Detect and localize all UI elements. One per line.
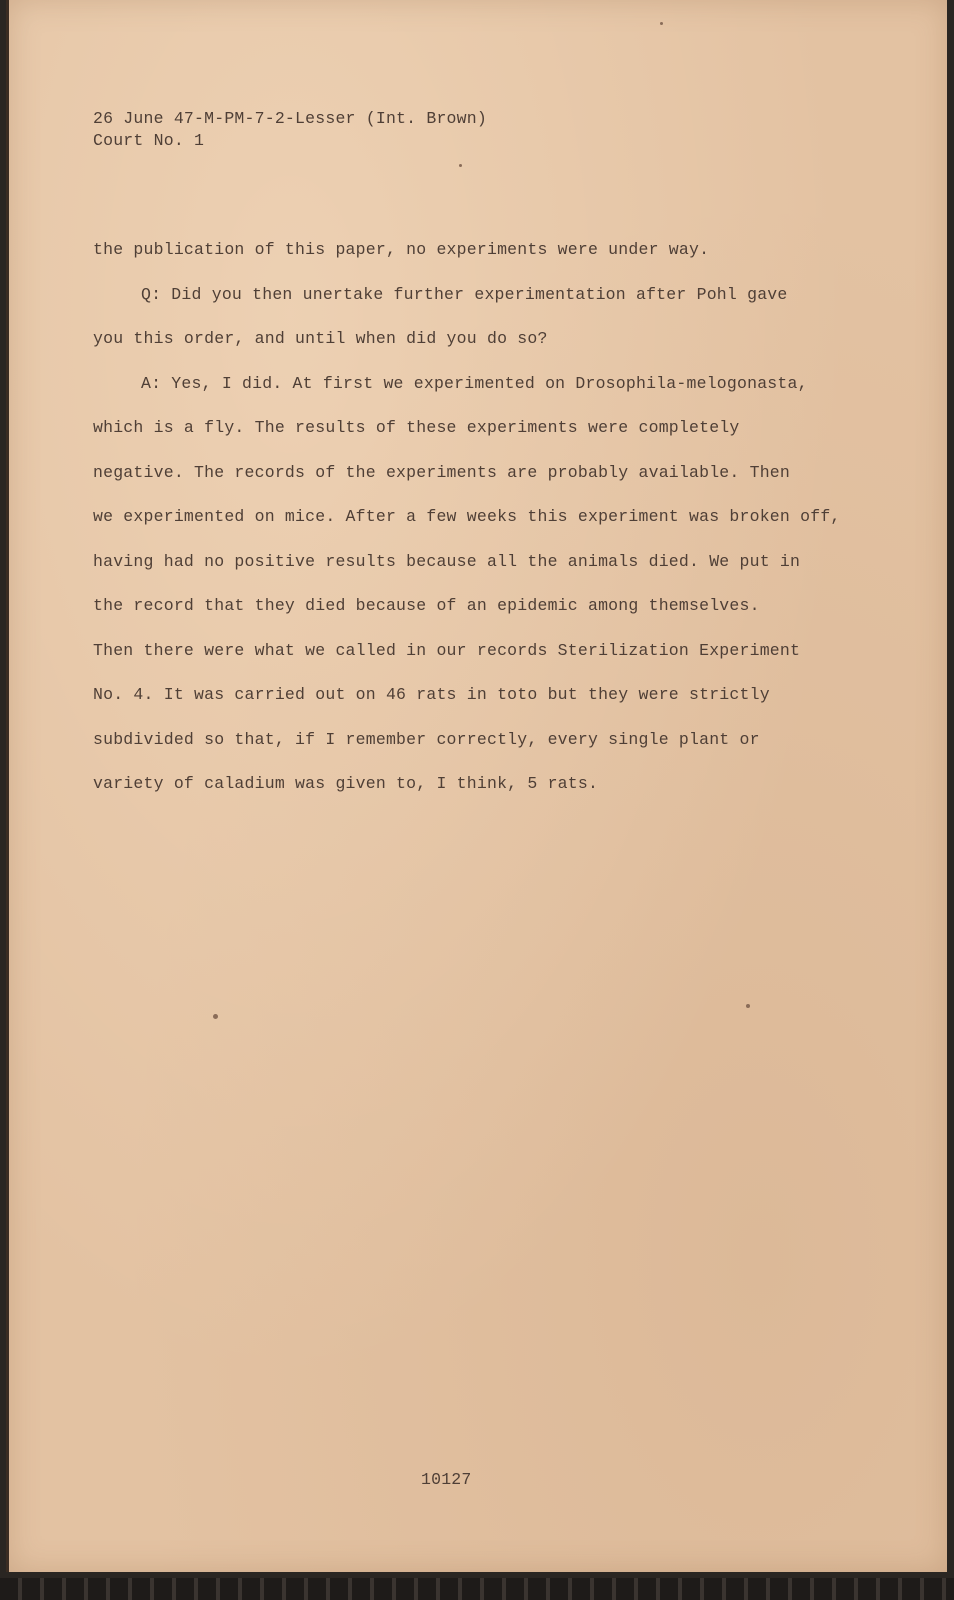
scan-background-strip bbox=[0, 1578, 954, 1600]
transcript-line: negative. The records of the experiments are probably available. Then bbox=[93, 462, 791, 482]
document-page bbox=[6, 0, 947, 1572]
transcript-line: which is a fly. The results of these experiments were completely bbox=[93, 418, 740, 437]
paper-speck bbox=[660, 22, 663, 25]
transcript-line: subdivided so that, if I remember correctly, every single plant or bbox=[93, 729, 760, 749]
paper-speck bbox=[746, 1004, 750, 1008]
paper-speck bbox=[213, 1014, 218, 1019]
transcript-line: having had no positive results because all the animals died. We put in bbox=[93, 551, 801, 571]
paper-speck bbox=[459, 164, 462, 167]
page-number: 10127 bbox=[421, 1470, 472, 1489]
transcript-line-question: Q: Did you then unertake further experimentation after Pohl gave bbox=[141, 284, 788, 304]
transcript-line: you this order, and until when did you do so? bbox=[93, 329, 548, 348]
document-header bbox=[93, 108, 487, 152]
transcript-line: the record that they died because of an epidemic among themselves. bbox=[93, 596, 760, 615]
header-court-line: Court No. 1 bbox=[93, 131, 205, 150]
transcript-line: variety of caladium was given to, I think, 5 rats. bbox=[93, 774, 599, 793]
transcript-body bbox=[93, 228, 841, 807]
transcript-line: the publication of this paper, no experiments were under way. bbox=[93, 240, 710, 259]
transcript-line: we experimented on mice. After a few weeks this experiment was broken off, bbox=[93, 507, 841, 526]
transcript-line: Then there were what we called in our records Sterilization Experiment bbox=[93, 640, 801, 660]
transcript-line: No. 4. It was carried out on 46 rats in toto but they were strictly bbox=[93, 685, 770, 704]
header-reference-line: 26 June 47-M-PM-7-2-Lesser (Int. Brown) bbox=[93, 109, 487, 128]
transcript-line-answer: A: Yes, I did. At first we experimented on Drosophila-melogonasta, bbox=[141, 373, 808, 393]
